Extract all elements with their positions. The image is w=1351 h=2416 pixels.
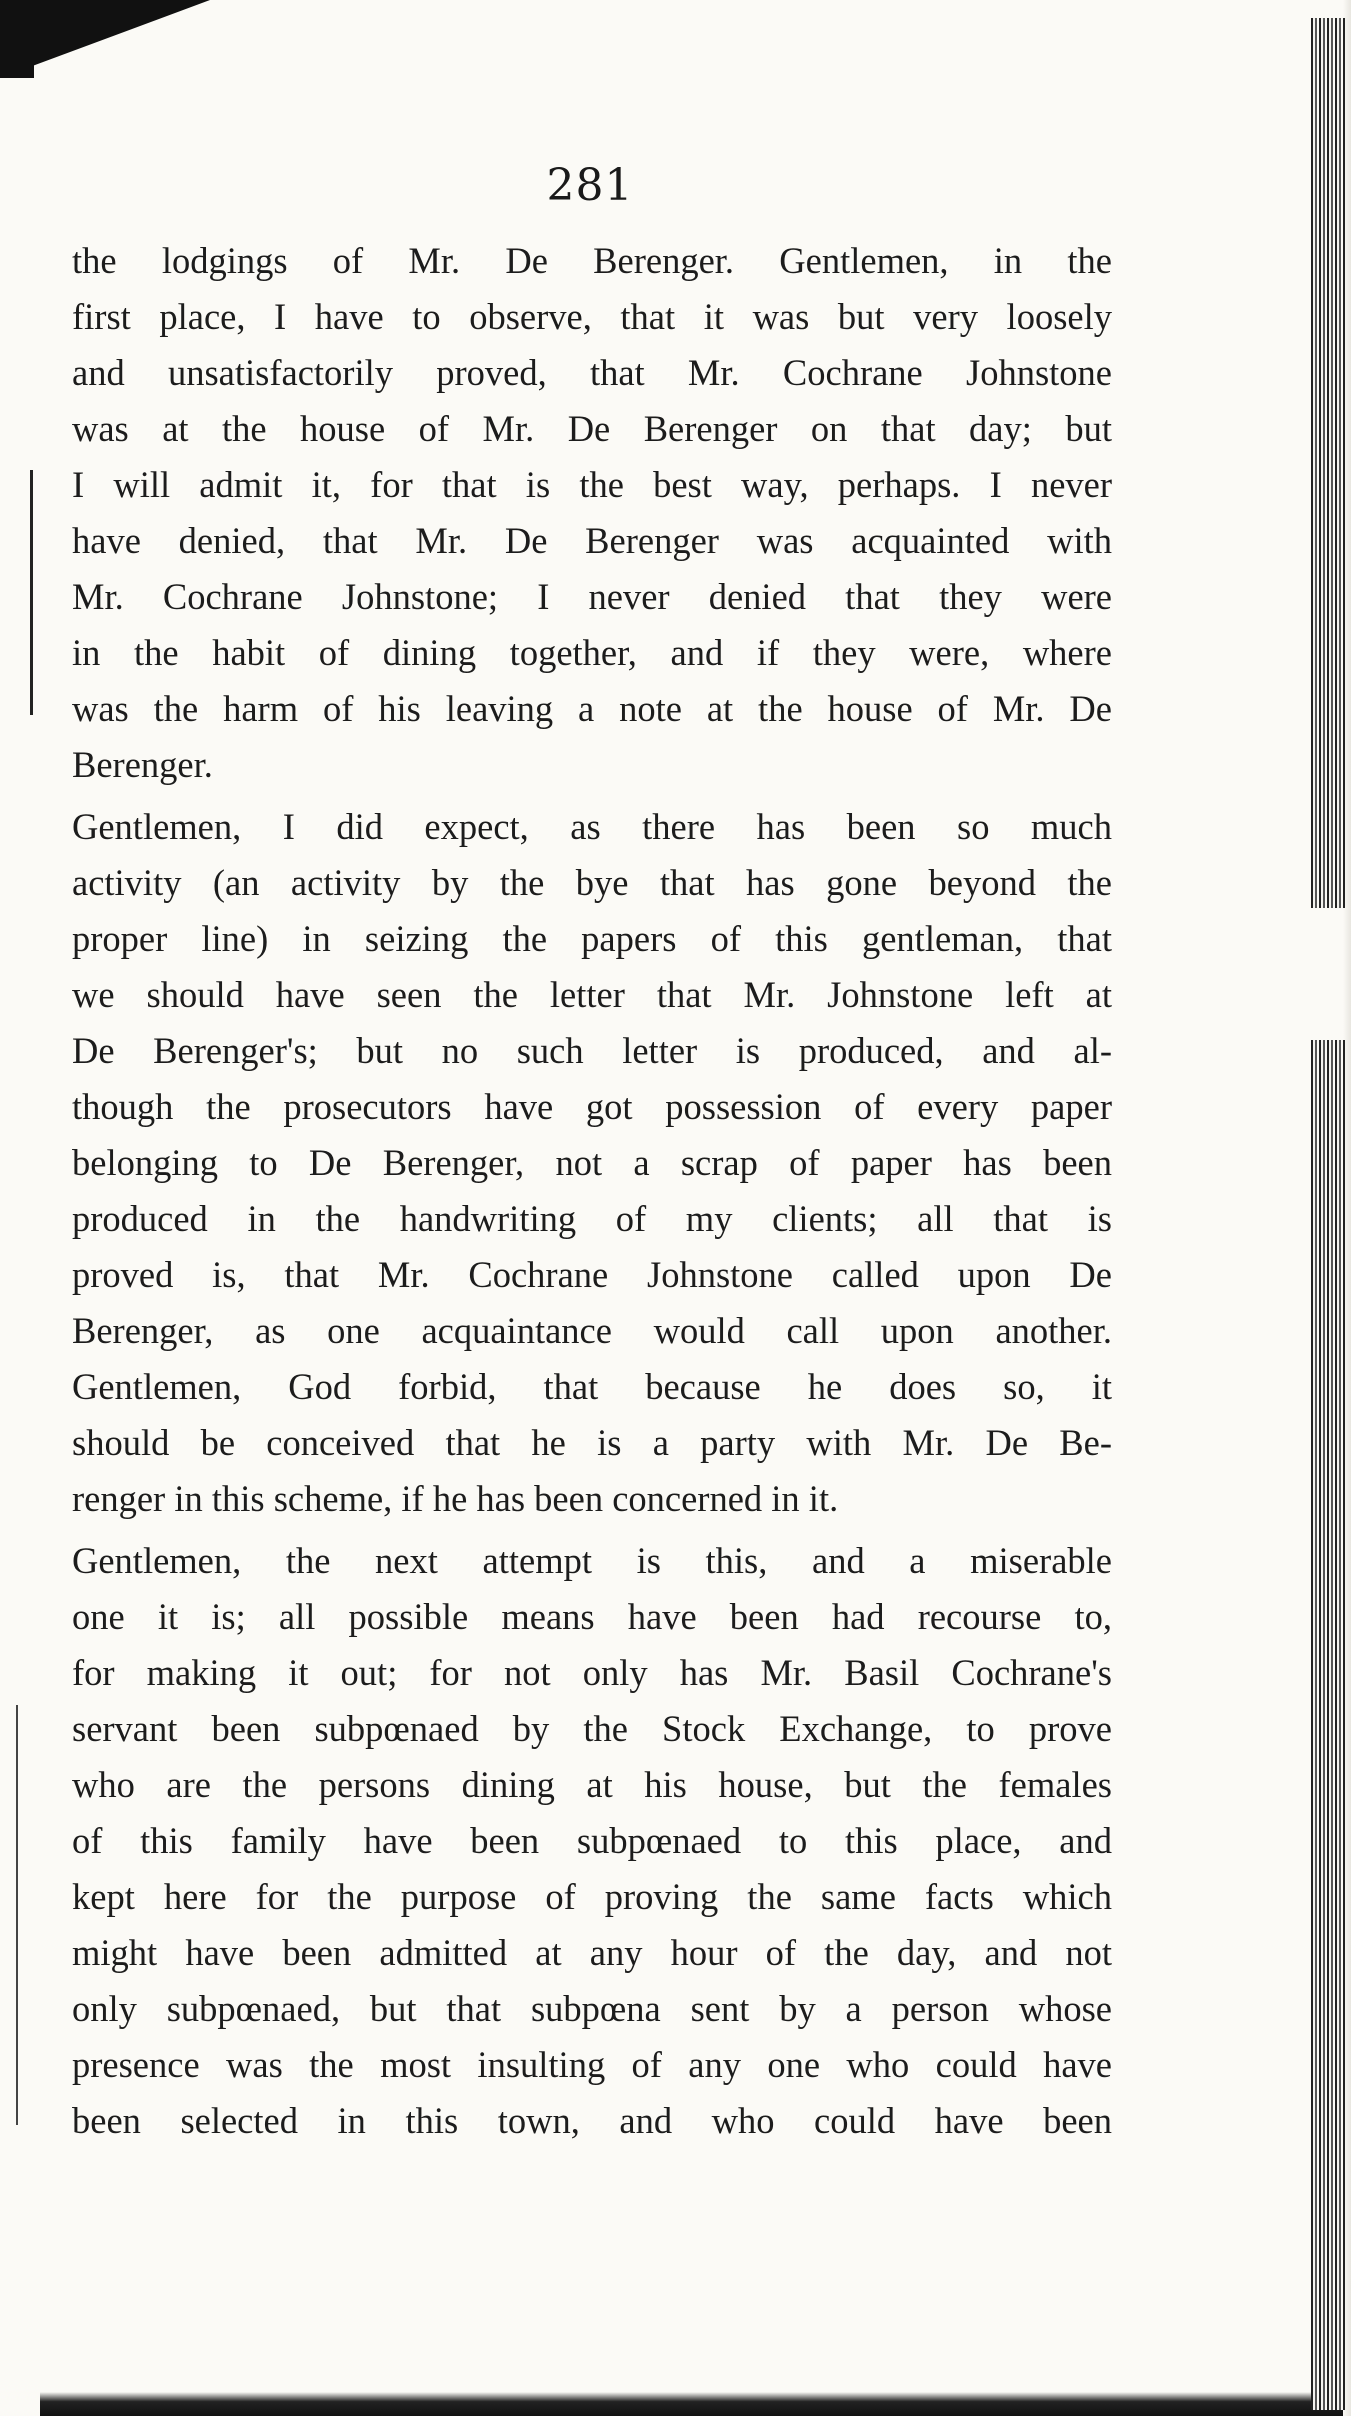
text-line: I will admit it, for that is the best way, perhaps. I never <box>72 464 1112 505</box>
text-line: produced in the handwriting of my clients; all that is <box>72 1198 1112 1239</box>
text-line: proved is, that Mr. Cochrane Johnstone called upon De <box>72 1254 1112 1295</box>
text-line: first place, I have to observe, that it was but very loosely <box>72 296 1112 337</box>
text-line: have denied, that Mr. De Berenger was acquainted with <box>72 520 1112 561</box>
paragraph-2 <box>72 799 1112 1527</box>
text-line: kept here for the purpose of proving the same facts which <box>72 1876 1112 1917</box>
text-line: servant been subpœnaed by the Stock Exchange, to prove <box>72 1708 1112 1749</box>
text-line: for making it out; for not only has Mr. Basil Cochrane's <box>72 1652 1112 1693</box>
text-line: should be conceived that he is a party with Mr. De Be- <box>72 1422 1112 1463</box>
text-line: been selected in this town, and who could have been <box>72 2100 1112 2141</box>
text-line: Mr. Cochrane Johnstone; I never denied that they were <box>72 576 1112 617</box>
body-text <box>72 233 1112 2149</box>
margin-line-upper <box>30 470 33 715</box>
text-line: renger in this scheme, if he has been concerned in it. <box>72 1478 839 1519</box>
binding-marks-upper <box>1311 18 1345 908</box>
text-line: only subpœnaed, but that subpœna sent by a person whose <box>72 1988 1112 2029</box>
text-line: Gentlemen, the next attempt is this, and a miserable <box>72 1540 1112 1581</box>
binding-marks-lower <box>1311 1040 1345 2410</box>
text-line: Berenger. <box>72 744 213 785</box>
text-line: in the habit of dining together, and if they were, where <box>72 632 1112 673</box>
text-line: Gentlemen, I did expect, as there has been so much <box>72 806 1112 847</box>
text-line: presence was the most insulting of any one who could have <box>72 2044 1112 2085</box>
text-line: Berenger, as one acquaintance would call upon another. <box>72 1310 1112 1351</box>
text-line: was at the house of Mr. De Berenger on that day; but <box>72 408 1112 449</box>
text-line: we should have seen the letter that Mr. Johnstone left at <box>72 974 1112 1015</box>
text-line: one it is; all possible means have been had recourse to, <box>72 1596 1112 1637</box>
corner-shadow-edge <box>0 0 34 78</box>
margin-line-lower <box>16 1705 18 2125</box>
paragraph-1 <box>72 233 1112 793</box>
text-line: activity (an activity by the bye that has gone beyond the <box>72 862 1112 903</box>
paragraph-3 <box>72 1533 1112 2149</box>
text-line: and unsatisfactorily proved, that Mr. Cochrane Johnstone <box>72 352 1112 393</box>
text-line: the lodgings of Mr. De Berenger. Gentlemen, in the <box>72 240 1112 281</box>
text-line: might have been admitted at any hour of the day, and not <box>72 1932 1112 1973</box>
text-line: proper line) in seizing the papers of this gentleman, that <box>72 918 1112 959</box>
text-line: was the harm of his leaving a note at the house of Mr. De <box>72 688 1112 729</box>
text-line: who are the persons dining at his house, but the females <box>72 1764 1112 1805</box>
text-line: belonging to De Berenger, not a scrap of paper has been <box>72 1142 1112 1183</box>
text-line: of this family have been subpœnaed to this place, and <box>72 1820 1112 1861</box>
bottom-page-edge <box>40 2392 1351 2416</box>
page-number: 281 <box>546 160 634 211</box>
text-line: Gentlemen, God forbid, that because he does so, it <box>72 1366 1112 1407</box>
text-line: though the prosecutors have got possession of every paper <box>72 1086 1112 1127</box>
text-line: De Berenger's; but no such letter is produced, and al- <box>72 1030 1112 1071</box>
